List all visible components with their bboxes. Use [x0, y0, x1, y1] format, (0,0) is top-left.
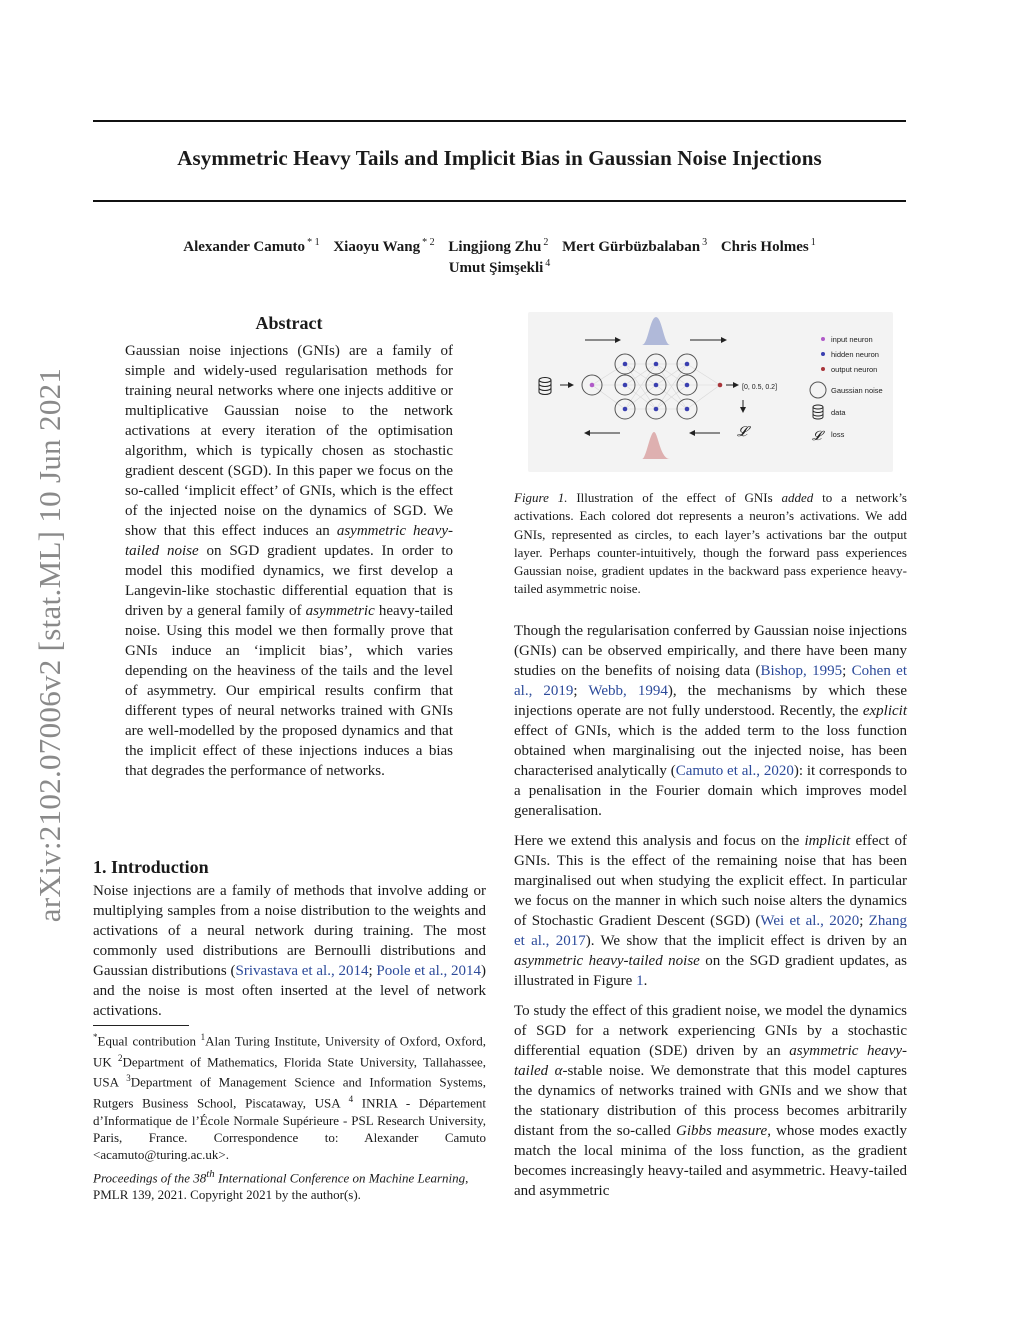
paragraph-emphasis: asymmetric heavy-tailed — [514, 1043, 907, 1079]
heavy-tailed-noise-backward-icon — [642, 432, 670, 459]
author-name: Umut Şimşekli — [448, 260, 544, 276]
paragraph — [514, 831, 907, 991]
legend-label: input neuron — [831, 335, 873, 344]
section-heading-introduction: 1. Introduction — [93, 857, 209, 877]
legend-label: data — [831, 408, 846, 417]
paragraph-text: Though the regularisation conferred by Gaussian noise injections (GNIs) can be observed empirically, and there have been many studies on the benefits of noising data ( — [514, 623, 907, 679]
citation-link[interactable]: Zhang et al., 2017 — [514, 913, 907, 949]
loss-symbol: 𝓛 — [737, 424, 748, 440]
data-icon — [539, 378, 551, 395]
author-affiliation: 4 — [545, 258, 551, 269]
gaussian-noise-forward-icon — [642, 317, 670, 345]
output-neuron-legend-dot — [821, 367, 825, 371]
paragraph-emphasis: explicit — [862, 703, 907, 719]
citation-link[interactable]: Wei et al., 2020 — [760, 913, 860, 929]
citation-link[interactable]: Poole et al., 2014 — [376, 963, 481, 979]
paragraph-text: effect of GNIs, which is the added term to the loss function obtained when marginalising out the injected noise, has been characterised analytically ( — [514, 723, 907, 779]
author-affiliation: * 2 — [422, 237, 435, 248]
figure-1-caption — [514, 489, 907, 599]
citation-link[interactable]: Cohen et al., 2019 — [514, 663, 907, 699]
footnote-mark: 2 — [118, 1052, 123, 1063]
footnote-text: INRIA - Département d’Informatique de l’École Normale Supérieure - PSL Research University, Paris, France. Correspondence to: Alexander Camuto <acamuto@turing.ac.uk>. — [93, 1095, 486, 1163]
figure-legend — [810, 335, 883, 444]
paragraph — [514, 621, 907, 821]
paragraph-text: . — [643, 973, 648, 989]
paragraph-text: on the SGD gradient updates, as illustrated in Figure — [514, 953, 907, 989]
abstract-emphasis: asymmetric heavy-tailed noise — [125, 523, 453, 559]
author-name: Chris Holmes — [720, 239, 809, 255]
abstract-part: Gaussian noise injections (GNIs) are a family of simple and widely-used regularisation methods for training neural networks where one injects additive or multiplicative Gaussian noise to the network activations at every iteration of the optimisation algorithm, which is typically chosen as stochastic gradient descent (SGD). In this paper we focus on the so-called ‘implicit effect’ of GNIs, which is the effect of the injected noise on the dynamics of SGD. We show that this effect induces an — [125, 343, 453, 539]
abstract-part: heavy-tailed noise. Using this model we then formally prove that GNIs induce an ‘implicit bias’, which varies depending on the heaviness of the tails and the level of asymmetry. Our empirical results confirm that different types of neural networks trained with GNIs are well-modelled by the proposed dynamics and that the implicit effect of these injections induces a bias that degrades the performance of networks. — [125, 603, 453, 779]
right-column-body — [514, 621, 907, 1211]
paragraph — [514, 1001, 907, 1201]
footnote-mark: * — [93, 1032, 98, 1042]
footnote-text: Department of Management Science and Information Systems, Rutgers Business School, Piscataway, USA — [93, 1074, 486, 1111]
footnote-rule — [93, 1025, 189, 1026]
output-neuron — [718, 383, 723, 388]
affiliations-footnote — [93, 1029, 486, 1163]
title-top-rule — [93, 120, 906, 122]
author-list-line2 — [93, 258, 906, 277]
paper-title: Asymmetric Heavy Tails and Implicit Bias in Gaussian Noise Injections — [177, 146, 822, 170]
paragraph-text: ; — [842, 663, 852, 679]
paragraph-emphasis: asymmetric heavy-tailed noise — [514, 953, 700, 969]
paragraph-text: -stable noise. We demonstrate that this model captures the dynamics of networks trained with GNIs and we show that the stationary distribution of this process becomes arbitrarily distant from the so-called — [514, 1063, 908, 1139]
abstract-text — [125, 341, 453, 781]
legend-label: Gaussian noise — [831, 386, 883, 395]
legend-label: output neuron — [831, 365, 878, 374]
author-list — [93, 237, 906, 256]
caption-label: Figure 1. — [514, 490, 568, 505]
proceedings-text: Proceedings of the — [93, 1170, 194, 1186]
footnote-mark: 4 — [348, 1093, 354, 1104]
footnote-text: Alan Turing Institute, University of Oxford, Oxford, UK — [93, 1033, 486, 1069]
proceedings-note — [93, 1166, 486, 1203]
footnote-text: Department of Mathematics, Florida State University, Tallahassee, USA — [93, 1053, 486, 1090]
paragraph-text: To study the effect of this gradient noise, we model the dynamics of SGD for a network experiencing GNIs by a stochastic differential equation (SDE) driven by an — [514, 1003, 907, 1059]
paragraph-text: ; — [573, 683, 589, 699]
caption-emphasis: added — [781, 490, 814, 505]
figure-reference-link[interactable]: 1 — [636, 973, 644, 989]
paragraph-text: ). We show that the implicit effect is driven by an — [585, 933, 907, 949]
proceedings-text: International Conference on Machine Learning — [214, 1170, 466, 1186]
data-legend-icon — [813, 405, 823, 419]
abstract-heading: Abstract — [255, 313, 323, 333]
proceedings-text: th — [206, 1168, 215, 1180]
introduction-paragraph — [93, 881, 486, 1021]
caption-text: to a network’s activations. Each colored dot represents a neuron’s activations. We add GNIs, represented as circles, to each layer’s activations bar the output layer. Perhaps counter-intuitively, though the forward pass experiences Gaussian noise, gradient updates in the backward pass experience heavy-tailed asymmetric noise. — [514, 490, 907, 597]
citation-link[interactable]: Bishop, 1995 — [760, 663, 843, 679]
author-affiliation: 1 — [810, 237, 816, 248]
footnote-mark: 1 — [200, 1032, 206, 1042]
author-affiliation: * 1 — [307, 237, 320, 248]
abstract-part: on SGD gradient updates. In order to model this modified dynamics, we first develop a Langevin-like stochastic differential equation that is driven by a general family of — [125, 543, 453, 619]
paragraph-text: ): it corresponds to a penalisation in the Fourier domain which improves model generalisation. — [514, 763, 907, 819]
output-value-label: [0, 0.5, 0.2] — [742, 384, 778, 391]
alpha-symbol: α — [548, 1063, 563, 1079]
paragraph-text: , whose modes exactly match the local minima of the loss function, as the gradient becomes increasingly heavy-tailed and asymmetric. Heavy-tailed and asymmetric — [514, 1123, 907, 1199]
intro-text: ; — [368, 963, 377, 979]
input-neuron-legend-dot — [821, 337, 825, 341]
figure-1-illustration — [528, 312, 893, 472]
author-name: Mert Gürbüzbalaban — [562, 239, 701, 255]
footnote-text: Equal contribution — [97, 1033, 201, 1049]
author-affiliation: 3 — [702, 237, 708, 248]
paragraph-text: ), the mechanisms by which these injections operate are not fully understood. Recently, the — [514, 683, 907, 719]
paragraph-text: Here we extend this analysis and focus on the — [514, 833, 805, 849]
citation-link[interactable]: Camuto et al., 2020 — [675, 763, 794, 779]
proceedings-text: , PMLR 139, 2021. Copyright 2021 by the author(s). — [93, 1170, 469, 1203]
hidden-neuron-legend-dot — [821, 352, 825, 356]
loss-legend-symbol: 𝓛 — [812, 429, 822, 444]
intro-text: ) and the noise is most often inserted at the level of network activations. — [93, 963, 486, 1019]
citation-link[interactable]: Srivastava et al., 2014 — [235, 963, 369, 979]
legend-label: loss — [831, 430, 845, 439]
caption-text: Illustration of the effect of GNIs — [567, 490, 782, 505]
author-affiliation: 2 — [543, 237, 549, 248]
title-bottom-rule — [93, 200, 906, 202]
network-diagram — [528, 312, 893, 472]
author-name: Alexander Camuto — [183, 239, 306, 255]
author-name: Lingjiong Zhu — [448, 239, 542, 255]
footnote-mark: 3 — [126, 1073, 131, 1084]
intro-text: Noise injections are a family of methods that involve adding or multiplying samples from a noise distribution to the weights and activations of a neural network during training. The most commonly used distributions are Bernoulli distributions and Gaussian distributions ( — [93, 883, 486, 979]
abstract-emphasis: asymmetric — [305, 603, 375, 619]
author-name: Xiaoyu Wang — [333, 239, 421, 255]
proceedings-text: 38 — [193, 1170, 207, 1186]
arxiv-identifier: arXiv:2102.07006v2 [stat.ML] 10 Jun 2021 — [32, 367, 67, 923]
paragraph-emphasis: implicit — [804, 833, 851, 849]
input-neuron — [590, 383, 595, 388]
paragraph-text: ; — [859, 913, 869, 929]
citation-link[interactable]: Webb, 1994 — [588, 683, 668, 699]
noise-legend-circle — [810, 382, 826, 398]
paragraph-emphasis: Gibbs measure — [675, 1123, 768, 1139]
legend-label: hidden neuron — [831, 350, 879, 359]
paragraph-text: effect of GNIs. This is the effect of the remaining noise that has been marginalised out when studying the explicit effect. In particular we focus on the manner in which such noise alters the dynamics of Stochastic Gradient Descent (SGD) ( — [514, 833, 907, 929]
